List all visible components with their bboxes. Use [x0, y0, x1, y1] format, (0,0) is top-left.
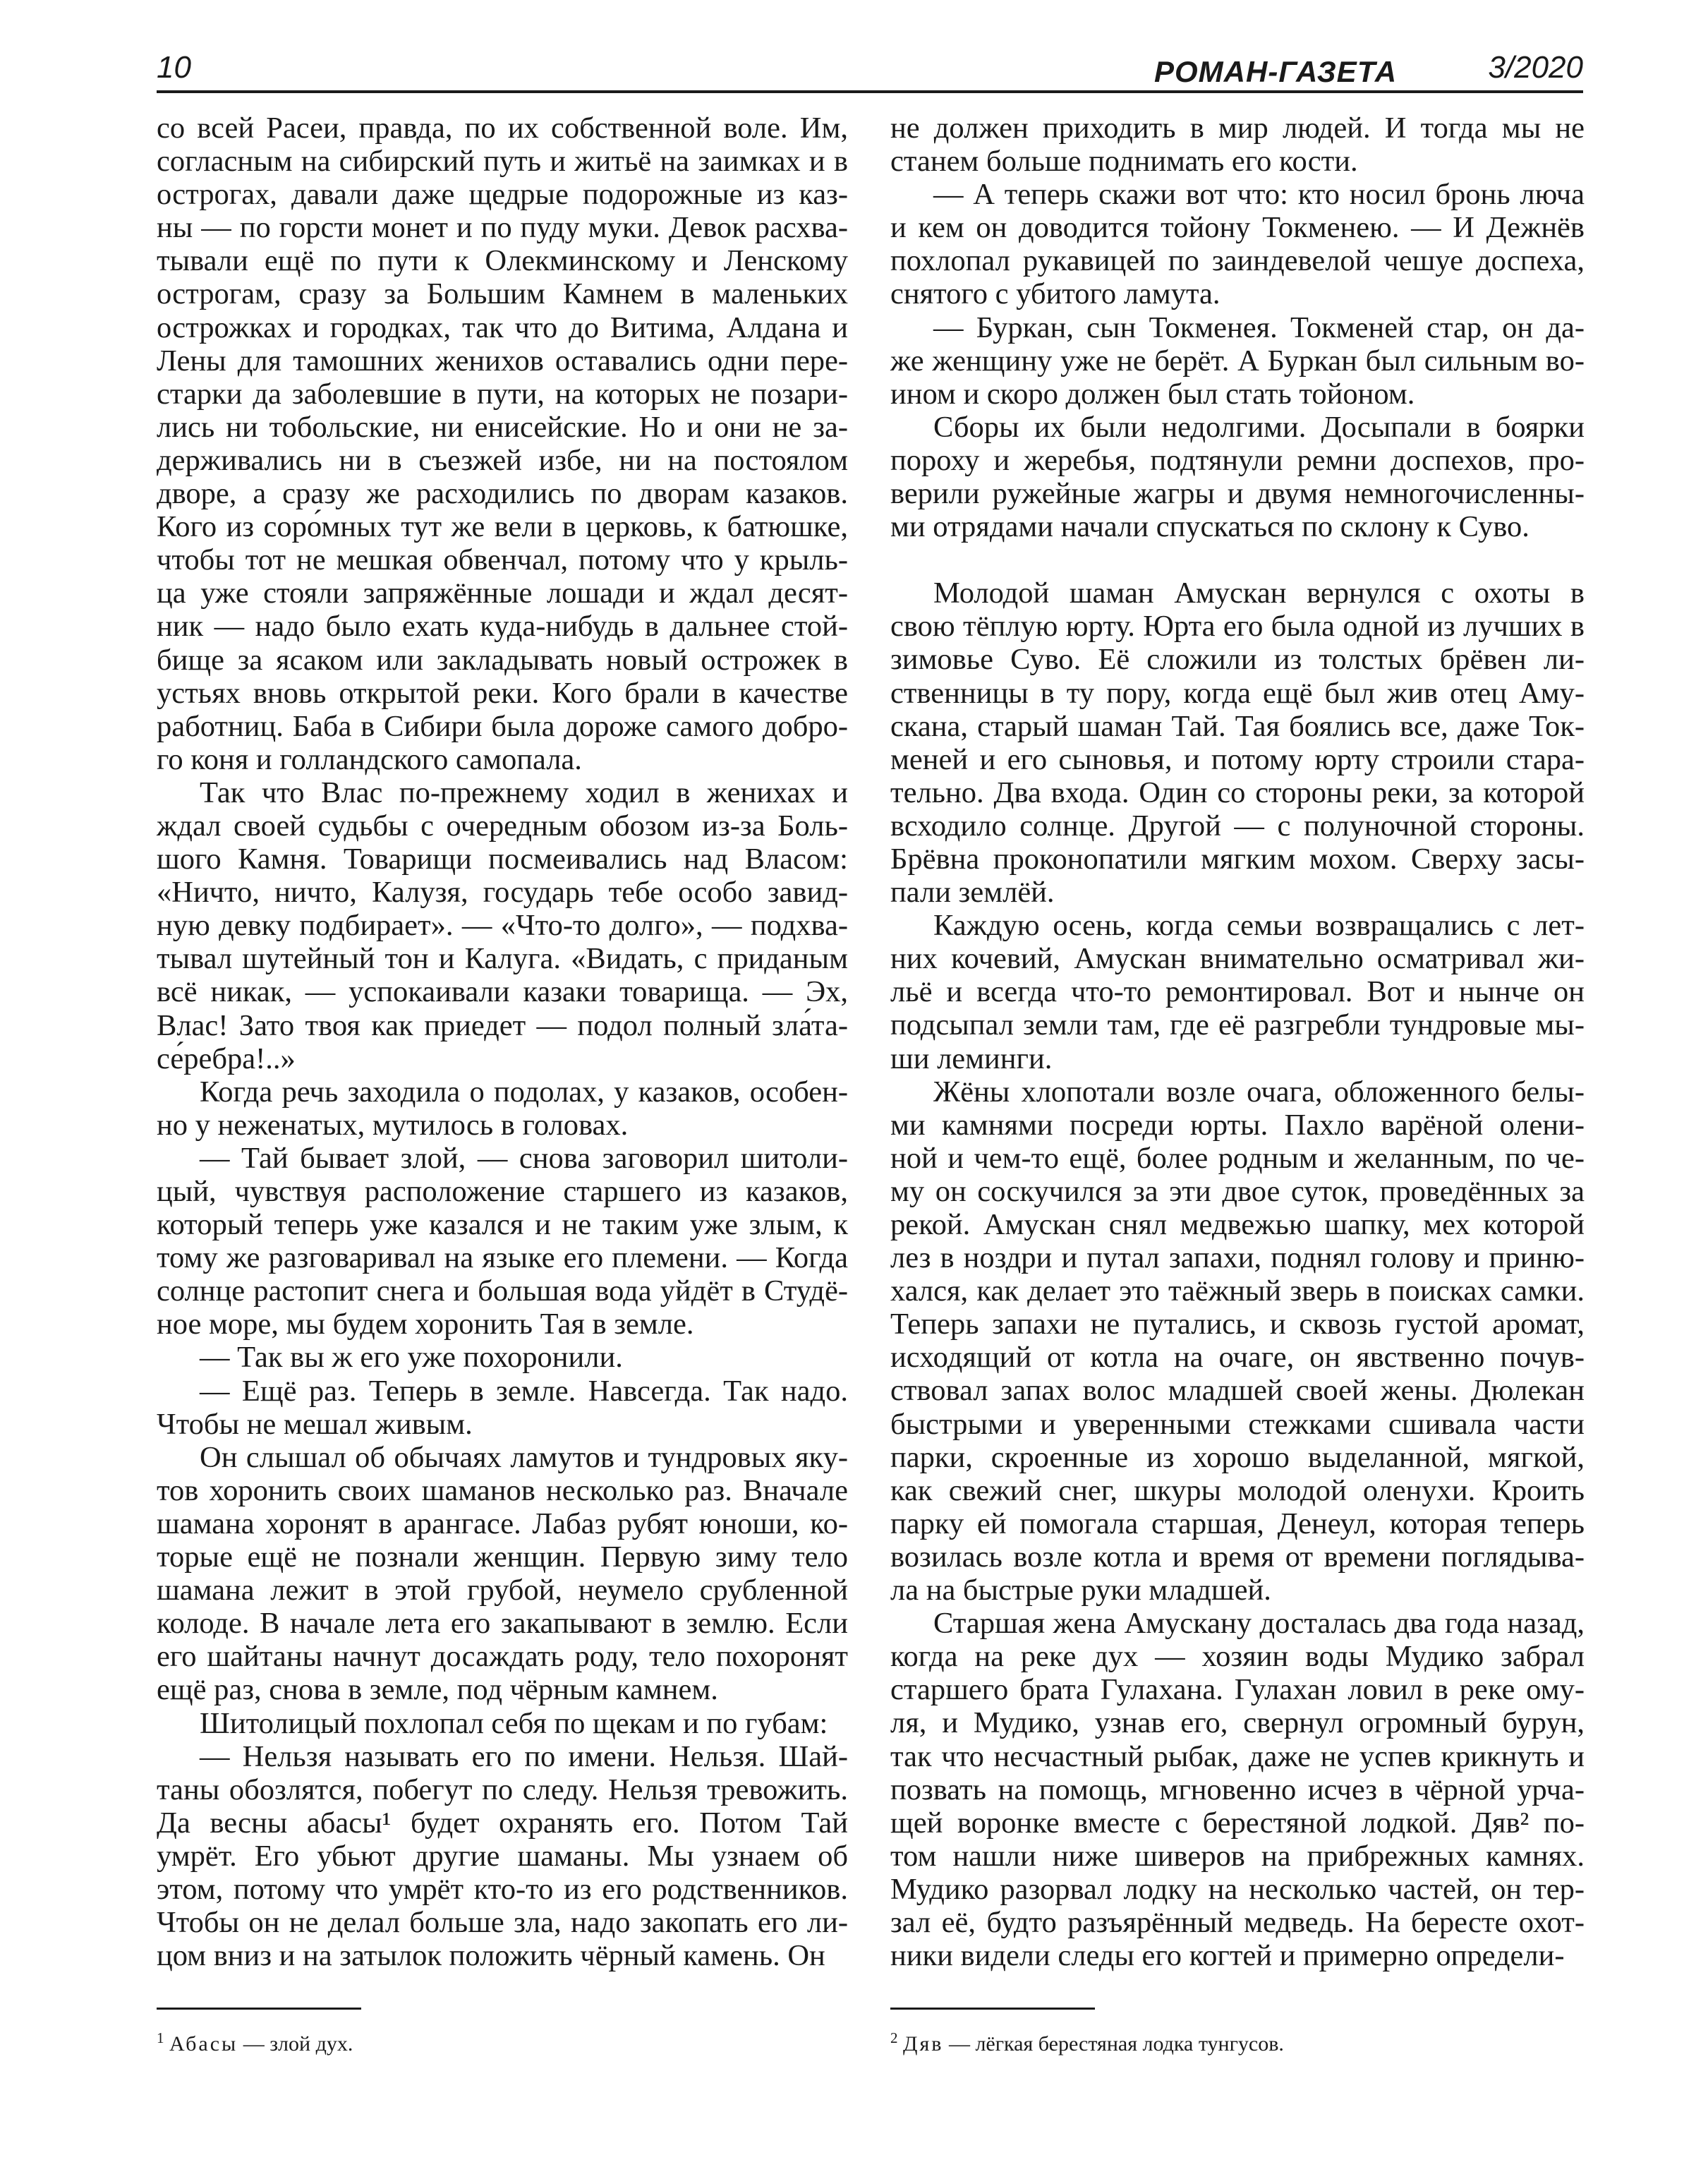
- text-line: когда на реке дух — хозяин воды Мудико забрал: [890, 1640, 1585, 1674]
- text-line: Чтобы не мешал живым.: [157, 1407, 473, 1441]
- text-line: щей воронке вместе с берестяной лодкой. Дяв² по-: [890, 1806, 1585, 1840]
- paragraph: [890, 111, 1585, 178]
- text-line: цый, чувствуя расположение старшего из казаков,: [157, 1175, 848, 1208]
- text-line: так что несчастный рыбак, даже не успев крикнуть и: [890, 1739, 1585, 1773]
- paragraph: [157, 1740, 848, 1973]
- text-line: тому же разговаривал на языке его племени. — Когда: [157, 1241, 848, 1275]
- text-line: ственницы в ту пору, когда ещё был жив отец Аму-: [890, 676, 1585, 710]
- paragraph: [890, 1607, 1585, 1972]
- text-line: похлопал рукавицей по заиндевелой чешуе доспеха,: [890, 244, 1585, 278]
- text-line: колоде. В начале лета его закапывают в землю. Если: [157, 1607, 848, 1641]
- text-line: бище за ясаком или закладывать новый острожек в: [157, 643, 848, 677]
- paragraph: [157, 1441, 848, 1707]
- text-line: них кочевий, Амускан внимательно осматривал жи-: [890, 942, 1585, 976]
- paragraph: [890, 1075, 1585, 1607]
- footnote-text: — злой дух.: [238, 2032, 353, 2056]
- text-line: ми камнями посреди юрты. Пахло варёной олени-: [890, 1108, 1585, 1142]
- text-line: ник — надо было ехать куда-нибудь в дальнее стой-: [157, 610, 848, 644]
- text-line: держивались ни в съезжей избе, ни на постоялом: [157, 443, 848, 477]
- text-line: Он слышал об обычаях ламутов и тундровых яку-: [200, 1440, 848, 1474]
- footnote-term: Дяв: [903, 2032, 944, 2056]
- text-line: лез в ноздри и путал запахи, поднял голову и приню-: [890, 1241, 1585, 1275]
- text-line: зимовье Суво. Её сложили из толстых брёвен ли-: [890, 643, 1585, 677]
- text-line: ши леминги.: [890, 1042, 1053, 1075]
- paragraph: [890, 577, 1585, 909]
- text-line: торые ещё не познали женщин. Первую зиму тело: [157, 1540, 848, 1574]
- text-line: дворе, а сразу же расходились по дворам казаков.: [157, 477, 848, 511]
- footnote-marker: 1: [157, 2029, 164, 2046]
- text-line: таны обозлятся, побегут по следу. Нельзя тревожить.: [157, 1773, 848, 1806]
- text-line: парку ей помогала старшая, Денеул, которая теперь: [890, 1507, 1585, 1540]
- text-line: Старшая жена Амускану досталась два года назад,: [933, 1607, 1585, 1641]
- footnote-divider-right: [890, 2008, 1095, 2010]
- text-line: согласным на сибирский путь и житьё на заимках и в: [157, 145, 848, 179]
- text-line: устьях вновь открытой реки. Кого брали в качестве: [157, 676, 848, 710]
- text-line: меней и его сыновья, и потому юрту строили стара-: [890, 742, 1585, 776]
- text-line: Влас! Зато твоя как приедет — подол полный зла́та-: [157, 1008, 848, 1042]
- text-line: всё никак, — успокаивали казаки товарища. — Эх,: [157, 975, 848, 1009]
- text-line: Мудико разорвал лодку на несколько частей, он тер-: [890, 1872, 1585, 1906]
- text-line: свою тёплую юрту. Юрта его была одной из лучших в: [890, 610, 1585, 644]
- footnote-marker: 2: [890, 2029, 898, 2046]
- text-line: тов хоронить своих шаманов несколько раз. Вначале: [157, 1473, 848, 1507]
- text-line: ца уже стояли запряжённые лошади и ждал десят-: [157, 577, 848, 610]
- text-line: Теперь запахи не путались, и сквозь густой аромат,: [890, 1308, 1585, 1341]
- text-line: Кого из соро́мных тут же вели в церковь, к батюшке,: [157, 510, 848, 544]
- text-line: его шайтаны начнут досаждать роду, тело похоронят: [157, 1640, 848, 1674]
- text-line: острогам, сразу за Большим Камнем в маленьких: [157, 277, 848, 311]
- text-line: шамана лежит в этой грубой, неумело срубленной: [157, 1574, 848, 1607]
- text-line: солнце растопит снега и большая вода уйдёт в Студё-: [157, 1274, 848, 1308]
- text-line: Молодой шаман Амускан вернулся с охоты в: [933, 577, 1585, 610]
- text-line: умрёт. Его убьют другие шаманы. Мы узнаем об: [157, 1839, 848, 1873]
- paragraph: [890, 411, 1585, 543]
- text-line: острожках и городках, так что до Витима, Алдана и: [157, 310, 848, 344]
- text-line: му он соскучился за эти двое суток, проведённых за: [890, 1174, 1585, 1208]
- text-line: — Буркан, сын Токменея. Токменей стар, он да-: [933, 310, 1585, 344]
- text-line: парки, скроенные из хорошо выделанной, мягкой,: [890, 1440, 1585, 1474]
- right-column: [890, 111, 1585, 1972]
- paragraph: [157, 1341, 848, 1374]
- text-line: который теперь уже казался и не таким уже злым, к: [157, 1208, 848, 1242]
- text-line: Сборы их были недолгими. Досыпали в боярки: [933, 410, 1585, 444]
- text-line: цом вниз и на затылок положить чёрный камень. Он: [157, 1939, 825, 1973]
- text-line: верили ружейные жагры и двумя немногочисленны-: [890, 477, 1585, 511]
- text-line: станем больше поднимать его кости.: [890, 145, 1358, 179]
- text-line: пали землёй.: [890, 876, 1055, 910]
- paragraph: [157, 1142, 848, 1341]
- text-line: лись ни тобольские, ни енисейские. Но и они не за-: [157, 410, 848, 444]
- text-line: ны — по горсти монет и по пуду муки. Девок расхва-: [157, 211, 848, 245]
- page-number: 10: [157, 50, 191, 85]
- text-line: быстрыми и уверенными стежками сшивала части: [890, 1407, 1585, 1441]
- footnote-1: [157, 2024, 353, 2058]
- text-line: ми отрядами начали спускаться по склону к Суво.: [890, 510, 1530, 544]
- text-line: и кем он доводится тойону Токменею. — И Дежнёв: [890, 211, 1585, 245]
- text-line: рекой. Амускан снял медвежью шапку, мех которой: [890, 1208, 1585, 1241]
- text-line: же женщину уже не берёт. А Буркан был сильным во-: [890, 344, 1585, 378]
- text-line: — Ещё раз. Теперь в земле. Навсегда. Так надо.: [200, 1374, 848, 1408]
- text-line: Так что Влас по-прежнему ходил в женихах и: [200, 775, 848, 809]
- text-line: ники видели следы его когтей и примерно определи-: [890, 1939, 1565, 1973]
- text-line: Жёны хлопотали возле очага, обложенного белы-: [933, 1075, 1585, 1109]
- text-line: работниц. Баба в Сибири была дороже самого добро-: [157, 709, 848, 743]
- paragraph: [890, 311, 1585, 411]
- paragraph: [890, 909, 1585, 1075]
- issue-number: 3/2020: [1488, 50, 1583, 85]
- text-line: ла на быстрые руки младшей.: [890, 1574, 1271, 1607]
- text-line: Когда речь заходила о подолах, у казаков, особен-: [200, 1075, 848, 1109]
- text-line: ную девку подбирает». — «Что-то долго», — подхва-: [157, 909, 848, 943]
- text-line: исходящий от котла на очаге, он явственно почув-: [890, 1341, 1585, 1375]
- text-line: позвать на помощь, мгновенно исчез в чёрной урча-: [890, 1773, 1585, 1806]
- text-line: тывал шутейный тон и Калуга. «Видать, с приданым: [157, 942, 848, 976]
- paragraph: [157, 1707, 848, 1740]
- text-line: шамана хоронят в арангасе. Лабаз рубят юноши, ко-: [157, 1507, 848, 1540]
- section-break: [890, 543, 1585, 577]
- text-line: Лены для тамошних женихов оставались одни пере-: [157, 344, 848, 378]
- text-line: го коня и голландского самопала.: [157, 742, 582, 776]
- text-line: ещё раз, снова в земле, под чёрным камнем.: [157, 1673, 718, 1707]
- text-line: не должен приходить в мир людей. И тогда мы не: [890, 111, 1585, 145]
- footnote-divider-left: [157, 2008, 361, 2010]
- text-line: хался, как делает это таёжный зверь в поисках самки.: [890, 1274, 1585, 1308]
- text-line: ствовал запах волос младшей своей жены. Дюлекан: [890, 1374, 1585, 1408]
- text-line: подсыпал земли там, где её разгребли тундровые мы-: [890, 1008, 1585, 1042]
- text-line: Чтобы он не делал больше зла, надо закопать его ли-: [157, 1906, 848, 1940]
- header-rule: [157, 90, 1583, 93]
- magazine-title: РОМАН-ГАЗЕТА: [1154, 55, 1398, 88]
- text-line: тывали ещё по пути к Олекминскому и Ленскому: [157, 244, 848, 278]
- text-line: се́ребра!..»: [157, 1042, 296, 1075]
- text-line: со всей Расеи, правда, по их собственной воле. Им,: [157, 111, 848, 145]
- paragraph: [157, 776, 848, 1075]
- text-line: чтобы тот не мешкая обвенчал, потому что у крыль-: [157, 543, 848, 577]
- text-line: острогах, давали даже щедрые подорожные из каз-: [157, 178, 849, 212]
- footnote-term: Абасы: [169, 2032, 238, 2056]
- text-line: шого Камня. Товарищи посмеивались над Власом:: [157, 843, 848, 876]
- text-line: — Тай бывает злой, — снова заговорил шитоли-: [200, 1141, 848, 1175]
- text-line: ной и чем-то ещё, более родным и желанным, по че-: [890, 1141, 1585, 1175]
- text-line: ином и скоро должен был стать тойоном.: [890, 377, 1415, 411]
- footnote-2: [890, 2024, 1284, 2058]
- text-line: — А теперь скажи вот что: кто носил бронь люча: [933, 178, 1585, 212]
- text-line: ное море, мы будем хоронить Тая в земле.: [157, 1308, 694, 1341]
- paragraph: [157, 1075, 848, 1142]
- text-line: этом, потому что умрёт кто-то из его родственников.: [157, 1872, 848, 1906]
- text-line: снятого с убитого ламута.: [890, 277, 1221, 311]
- text-line: льё и всегда что-то ремонтировал. Вот и нынче он: [890, 975, 1585, 1009]
- text-line: Шитолицый похлопал себя по щекам и по губам:: [200, 1706, 828, 1740]
- text-line: Каждую осень, когда семьи возвращались с лет-: [933, 909, 1585, 943]
- paragraph: [157, 1375, 848, 1441]
- text-line: всходило солнце. Другой — с полуночной стороны.: [890, 809, 1585, 843]
- text-line: но у неженатых, мутилось в головах.: [157, 1108, 629, 1142]
- text-line: — Так вы ж его уже похоронили.: [200, 1341, 623, 1375]
- text-line: «Ничто, ничто, Калузя, государь тебе особо завид-: [157, 876, 849, 910]
- text-line: зал её, будто разъярённый медведь. На бересте охот-: [890, 1905, 1585, 1939]
- text-line: — Нельзя называть его по имени. Нельзя. Шай-: [200, 1739, 848, 1773]
- text-line: ля, и Мудико, узнав его, свернул огромный бурун,: [890, 1706, 1585, 1740]
- text-line: возилась возле котла и время от времени поглядыва-: [890, 1540, 1585, 1574]
- paragraph: [157, 111, 848, 776]
- text-line: Да весны абасы¹ будет охранять его. Потом Тай: [157, 1806, 849, 1840]
- text-line: старшего брата Гулахана. Гулахан ловил в реке ому-: [890, 1673, 1585, 1707]
- footnote-text: — лёгкая берестяная лодка тунгусов.: [943, 2032, 1284, 2056]
- text-line: старки да заболевшие в пути, на которых не позари-: [157, 377, 848, 411]
- text-line: как свежий снег, шкуры молодой оленухи. Кроить: [890, 1473, 1585, 1507]
- left-column: [157, 111, 848, 1972]
- text-line: пороху и жеребья, подтянули ремни доспехов, про-: [890, 443, 1585, 477]
- text-line: ждал своей судьбы с очередным обозом из-за Боль-: [157, 809, 848, 843]
- text-line: Брёвна проконопатили мягким мохом. Сверху засы-: [890, 842, 1585, 876]
- text-line: том нашли ниже шиверов на прибрежных камнях.: [890, 1839, 1585, 1873]
- text-line: тельно. Два входа. Один со стороны реки, за которой: [890, 775, 1585, 809]
- paragraph: [890, 178, 1585, 310]
- text-line: скана, старый шаман Тай. Тая боялись все, даже Ток-: [890, 709, 1585, 743]
